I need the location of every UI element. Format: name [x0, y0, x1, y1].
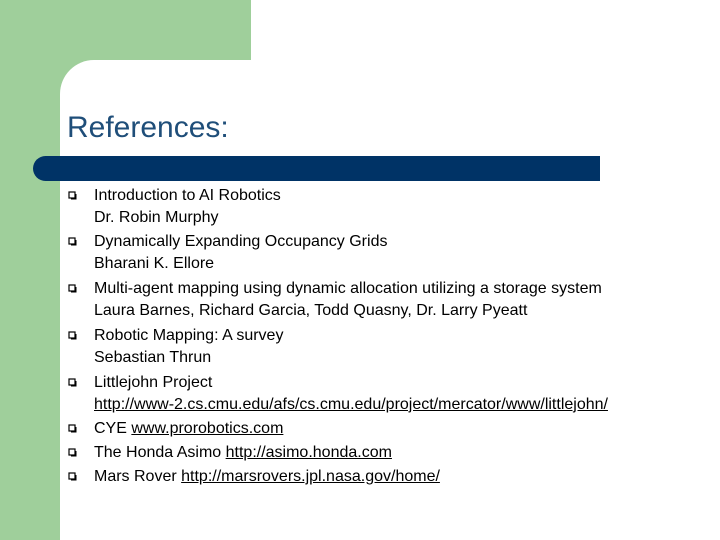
reference-title: Littlejohn Project	[94, 374, 213, 391]
list-item	[0, 325, 720, 372]
reference-author: Bharani K. Ellore	[94, 255, 215, 272]
hollow-square-bullet-icon	[68, 424, 77, 433]
reference-title: Dynamically Expanding Occupancy Grids	[94, 233, 388, 250]
reference-author: Laura Barnes, Richard Garcia, Todd Quasny, Dr. Larry Pyeatt	[94, 302, 528, 319]
reference-author: Dr. Robin Murphy	[94, 209, 219, 226]
list-item	[0, 278, 720, 325]
list-item	[0, 418, 720, 442]
reference-title: Robotic Mapping: A survey	[94, 327, 284, 344]
reference-link[interactable]: http://www-2.cs.cmu.edu/afs/cs.cmu.edu/project/mercator/www/littlejohn/	[94, 396, 608, 413]
reference-title: Mars Rover	[94, 468, 182, 485]
list-item	[0, 185, 720, 231]
hollow-square-bullet-icon	[68, 472, 77, 481]
hollow-square-bullet-icon	[68, 284, 77, 293]
list-item	[0, 442, 720, 466]
reference-title: Multi-agent mapping using dynamic allocation utilizing a storage system	[94, 280, 602, 297]
reference-link[interactable]: www.prorobotics.com	[131, 420, 284, 437]
title-underline-bar	[33, 156, 600, 181]
hollow-square-bullet-icon	[68, 378, 77, 387]
hollow-square-bullet-icon	[68, 191, 77, 200]
reference-title: Introduction to AI Robotics	[94, 187, 281, 204]
list-item	[0, 231, 720, 278]
page-title: References:	[67, 111, 229, 144]
reference-link[interactable]: http://asimo.honda.com	[225, 444, 392, 461]
list-item	[0, 372, 720, 418]
reference-list	[0, 185, 720, 490]
list-item	[0, 466, 720, 490]
hollow-square-bullet-icon	[68, 331, 77, 340]
reference-author: Sebastian Thrun	[94, 349, 212, 366]
reference-title: The Honda Asimo	[94, 444, 226, 461]
hollow-square-bullet-icon	[68, 448, 77, 457]
reference-title: CYE	[94, 420, 132, 437]
reference-link[interactable]: http://marsrovers.jpl.nasa.gov/home/	[181, 468, 440, 485]
hollow-square-bullet-icon	[68, 237, 77, 246]
